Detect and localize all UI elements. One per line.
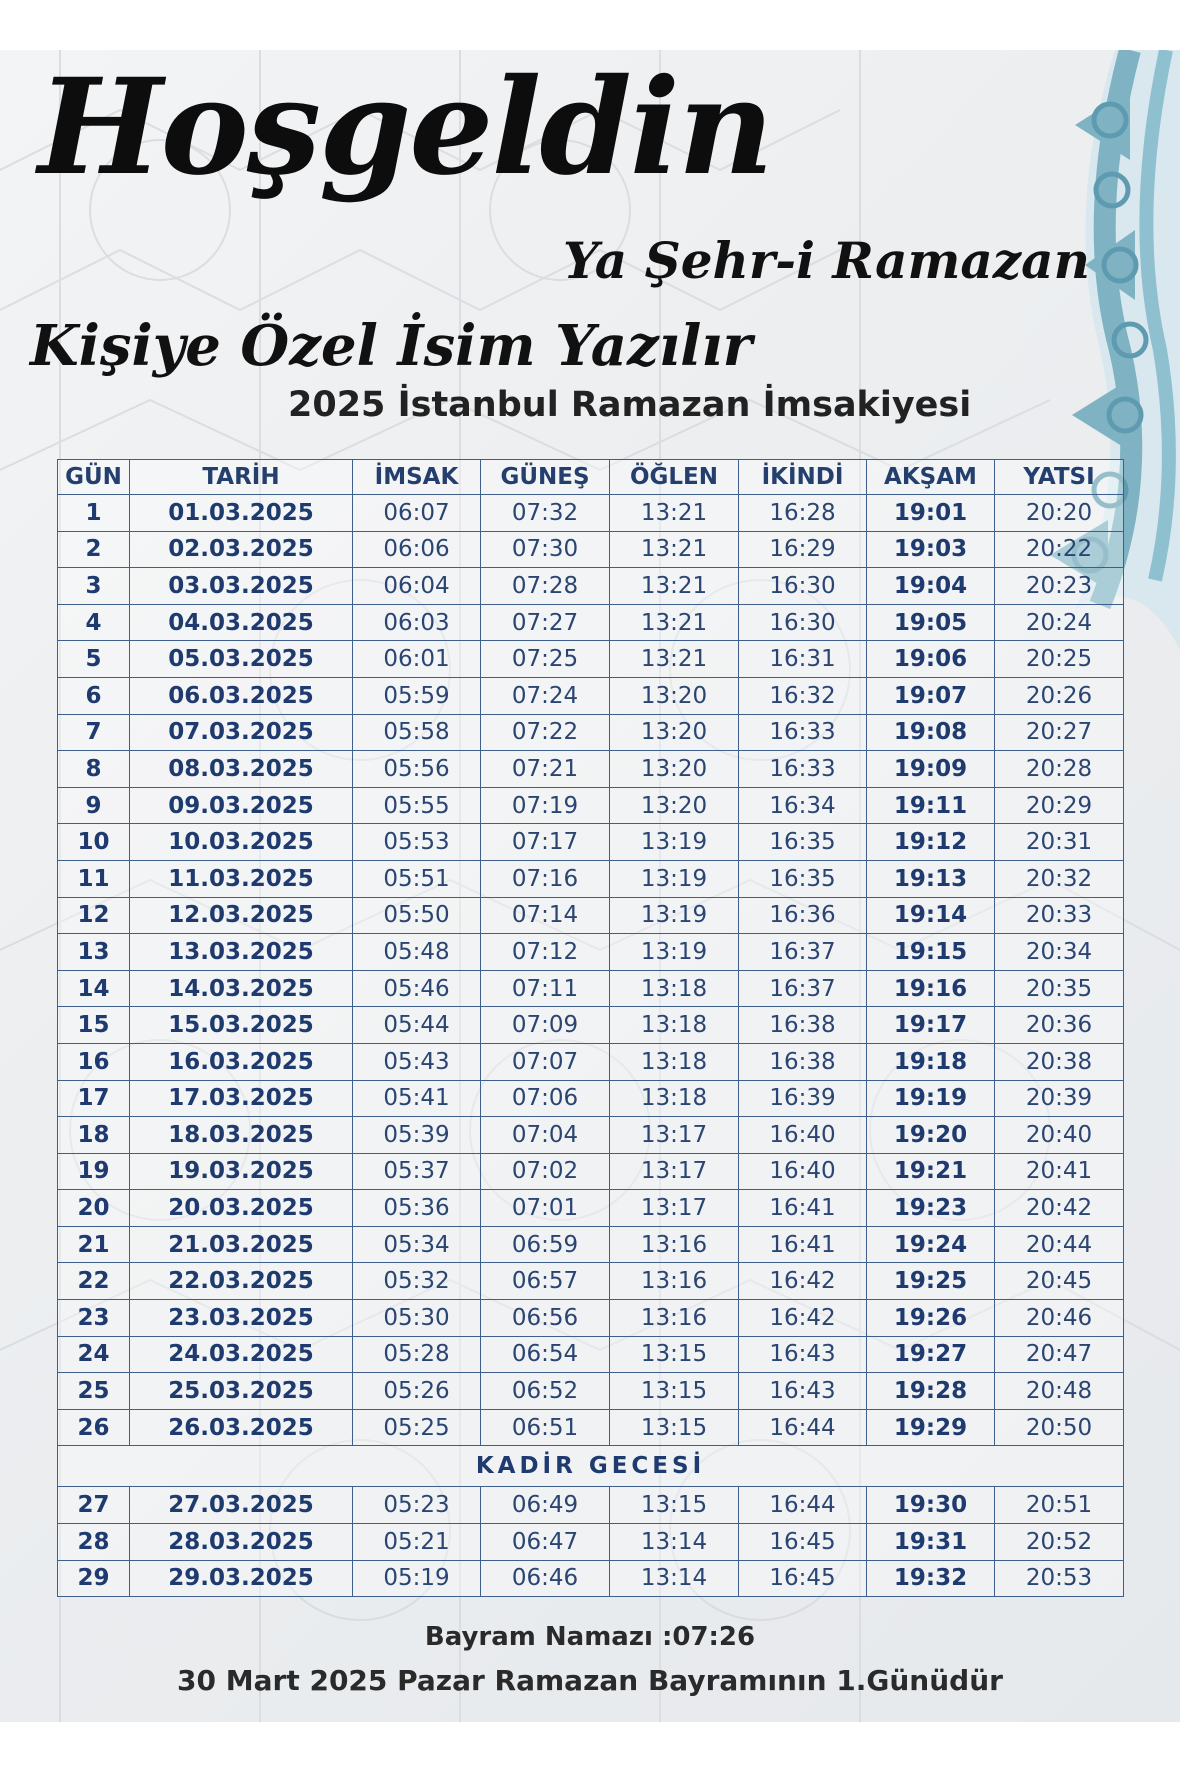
cell-tarih: 05.03.2025 — [130, 641, 353, 678]
cell-aksam: 19:26 — [867, 1300, 995, 1337]
cell-ikindi: 16:30 — [739, 604, 867, 641]
cell-aksam: 19:31 — [867, 1524, 995, 1561]
table-row — [58, 1226, 1124, 1263]
cell-ikindi: 16:33 — [739, 714, 867, 751]
cell-oglen: 13:20 — [610, 787, 739, 824]
cell-gunes: 06:54 — [481, 1336, 610, 1373]
table-row — [58, 897, 1124, 934]
cell-oglen: 13:17 — [610, 1190, 739, 1227]
imsakiye-card — [0, 50, 1180, 1722]
column-header-yatsi: YATSI — [995, 460, 1124, 495]
cell-gun: 3 — [58, 568, 130, 605]
cell-oglen: 13:15 — [610, 1336, 739, 1373]
cell-ikindi: 16:43 — [739, 1336, 867, 1373]
cell-oglen: 13:19 — [610, 934, 739, 971]
cell-yatsi: 20:23 — [995, 568, 1124, 605]
cell-aksam: 19:03 — [867, 531, 995, 568]
cell-oglen: 13:21 — [610, 495, 739, 532]
cell-aksam: 19:29 — [867, 1409, 995, 1446]
table-row — [58, 677, 1124, 714]
cell-aksam: 19:28 — [867, 1373, 995, 1410]
table-row — [58, 531, 1124, 568]
cell-imsak: 05:46 — [353, 970, 481, 1007]
cell-gun: 10 — [58, 824, 130, 861]
cell-gun: 8 — [58, 751, 130, 788]
cell-aksam: 19:08 — [867, 714, 995, 751]
cell-oglen: 13:15 — [610, 1373, 739, 1410]
cell-ikindi: 16:31 — [739, 641, 867, 678]
cell-gunes: 07:14 — [481, 897, 610, 934]
cell-ikindi: 16:45 — [739, 1560, 867, 1597]
bayram-prayer-time: Bayram Namazı :07:26 — [424, 1622, 756, 1652]
cell-imsak: 05:23 — [353, 1487, 481, 1524]
table-row — [58, 824, 1124, 861]
cell-tarih: 10.03.2025 — [130, 824, 353, 861]
cell-imsak: 05:48 — [353, 934, 481, 971]
cell-oglen: 13:21 — [610, 531, 739, 568]
cell-aksam: 19:07 — [867, 677, 995, 714]
cell-ikindi: 16:30 — [739, 568, 867, 605]
cell-yatsi: 20:41 — [995, 1153, 1124, 1190]
table-row — [58, 1560, 1124, 1597]
cell-oglen: 13:15 — [610, 1487, 739, 1524]
cell-imsak: 05:53 — [353, 824, 481, 861]
cell-oglen: 13:19 — [610, 824, 739, 861]
cell-tarih: 25.03.2025 — [130, 1373, 353, 1410]
cell-oglen: 13:21 — [610, 604, 739, 641]
cell-oglen: 13:20 — [610, 751, 739, 788]
cell-gunes: 07:22 — [481, 714, 610, 751]
table-row — [58, 1153, 1124, 1190]
table-row — [58, 495, 1124, 532]
cell-imsak: 05:32 — [353, 1263, 481, 1300]
column-header-oglen: ÖĞLEN — [610, 460, 739, 495]
table-row — [58, 1487, 1124, 1524]
cell-gunes: 07:27 — [481, 604, 610, 641]
cell-yatsi: 20:47 — [995, 1336, 1124, 1373]
cell-tarih: 15.03.2025 — [130, 1007, 353, 1044]
cell-tarih: 14.03.2025 — [130, 970, 353, 1007]
cell-tarih: 18.03.2025 — [130, 1117, 353, 1154]
cell-tarih: 08.03.2025 — [130, 751, 353, 788]
cell-imsak: 05:26 — [353, 1373, 481, 1410]
cell-yatsi: 20:53 — [995, 1560, 1124, 1597]
table-row — [58, 641, 1124, 678]
cell-gun: 2 — [58, 531, 130, 568]
cell-yatsi: 20:35 — [995, 970, 1124, 1007]
cell-gun: 25 — [58, 1373, 130, 1410]
table-row — [58, 1373, 1124, 1410]
cell-yatsi: 20:25 — [995, 641, 1124, 678]
cell-gun: 18 — [58, 1117, 130, 1154]
cell-ikindi: 16:33 — [739, 751, 867, 788]
cell-yatsi: 20:26 — [995, 677, 1124, 714]
table-row — [58, 1263, 1124, 1300]
cell-imsak: 05:36 — [353, 1190, 481, 1227]
cell-imsak: 06:04 — [353, 568, 481, 605]
cell-oglen: 13:16 — [610, 1300, 739, 1337]
personal-name-note: Kişiye Özel İsim Yazılır — [30, 313, 753, 379]
cell-gunes: 06:57 — [481, 1263, 610, 1300]
cell-gun: 27 — [58, 1487, 130, 1524]
cell-oglen: 13:17 — [610, 1117, 739, 1154]
cell-ikindi: 16:38 — [739, 1007, 867, 1044]
cell-aksam: 19:23 — [867, 1190, 995, 1227]
cell-aksam: 19:04 — [867, 568, 995, 605]
cell-gunes: 06:52 — [481, 1373, 610, 1410]
cell-yatsi: 20:39 — [995, 1080, 1124, 1117]
table-row — [58, 714, 1124, 751]
cell-imsak: 05:59 — [353, 677, 481, 714]
cell-gunes: 07:01 — [481, 1190, 610, 1227]
cell-tarih: 26.03.2025 — [130, 1409, 353, 1446]
imsakiye-table — [57, 459, 1124, 1597]
cell-gunes: 06:49 — [481, 1487, 610, 1524]
cell-ikindi: 16:44 — [739, 1409, 867, 1446]
cell-aksam: 19:18 — [867, 1043, 995, 1080]
cell-aksam: 19:21 — [867, 1153, 995, 1190]
cell-ikindi: 16:40 — [739, 1117, 867, 1154]
cell-gunes: 07:30 — [481, 531, 610, 568]
cell-aksam: 19:12 — [867, 824, 995, 861]
cell-imsak: 05:58 — [353, 714, 481, 751]
table-row — [58, 934, 1124, 971]
cell-imsak: 05:28 — [353, 1336, 481, 1373]
cell-tarih: 23.03.2025 — [130, 1300, 353, 1337]
bayram-note: 30 Mart 2025 Pazar Ramazan Bayramının 1.Günüdür — [177, 1664, 1003, 1697]
cell-yatsi: 20:52 — [995, 1524, 1124, 1561]
table-row — [58, 1524, 1124, 1561]
cell-gun: 12 — [58, 897, 130, 934]
cell-tarih: 19.03.2025 — [130, 1153, 353, 1190]
cell-ikindi: 16:37 — [739, 970, 867, 1007]
cell-oglen: 13:18 — [610, 970, 739, 1007]
cell-tarih: 28.03.2025 — [130, 1524, 353, 1561]
cell-tarih: 09.03.2025 — [130, 787, 353, 824]
cell-tarih: 03.03.2025 — [130, 568, 353, 605]
cell-gunes: 07:24 — [481, 677, 610, 714]
cell-imsak: 05:43 — [353, 1043, 481, 1080]
cell-oglen: 13:18 — [610, 1080, 739, 1117]
cell-gun: 19 — [58, 1153, 130, 1190]
cell-imsak: 06:01 — [353, 641, 481, 678]
cell-gunes: 07:04 — [481, 1117, 610, 1154]
cell-imsak: 05:51 — [353, 860, 481, 897]
cell-gun: 14 — [58, 970, 130, 1007]
cell-gunes: 07:06 — [481, 1080, 610, 1117]
cell-gun: 15 — [58, 1007, 130, 1044]
cell-oglen: 13:20 — [610, 677, 739, 714]
cell-gunes: 07:02 — [481, 1153, 610, 1190]
cell-gunes: 06:47 — [481, 1524, 610, 1561]
column-header-tarih: TARİH — [130, 460, 353, 495]
cell-yatsi: 20:38 — [995, 1043, 1124, 1080]
cell-imsak: 05:21 — [353, 1524, 481, 1561]
cell-yatsi: 20:46 — [995, 1300, 1124, 1337]
table-row — [58, 568, 1124, 605]
table-row — [58, 751, 1124, 788]
cell-oglen: 13:21 — [610, 568, 739, 605]
cell-yatsi: 20:36 — [995, 1007, 1124, 1044]
cell-imsak: 06:03 — [353, 604, 481, 641]
cell-imsak: 05:39 — [353, 1117, 481, 1154]
cell-ikindi: 16:45 — [739, 1524, 867, 1561]
ramadan-subtitle: Ya Şehr-i Ramazan — [563, 231, 1090, 290]
cell-gun: 20 — [58, 1190, 130, 1227]
cell-gunes: 07:12 — [481, 934, 610, 971]
cell-yatsi: 20:22 — [995, 531, 1124, 568]
cell-tarih: 17.03.2025 — [130, 1080, 353, 1117]
cell-aksam: 19:27 — [867, 1336, 995, 1373]
column-header-gunes: GÜNEŞ — [481, 460, 610, 495]
cell-tarih: 01.03.2025 — [130, 495, 353, 532]
cell-imsak: 06:06 — [353, 531, 481, 568]
cell-gunes: 07:09 — [481, 1007, 610, 1044]
cell-gun: 9 — [58, 787, 130, 824]
cell-imsak: 05:56 — [353, 751, 481, 788]
cell-gun: 22 — [58, 1263, 130, 1300]
cell-aksam: 19:20 — [867, 1117, 995, 1154]
table-row — [58, 1080, 1124, 1117]
cell-aksam: 19:24 — [867, 1226, 995, 1263]
cell-imsak: 05:41 — [353, 1080, 481, 1117]
cell-ikindi: 16:35 — [739, 824, 867, 861]
cell-yatsi: 20:29 — [995, 787, 1124, 824]
kadir-gecesi-label: KADİR GECESİ — [58, 1446, 1124, 1487]
cell-gunes: 06:51 — [481, 1409, 610, 1446]
table-row — [58, 1336, 1124, 1373]
cell-tarih: 20.03.2025 — [130, 1190, 353, 1227]
cell-ikindi: 16:42 — [739, 1263, 867, 1300]
table-row — [58, 1300, 1124, 1337]
column-header-ikindi: İKİNDİ — [739, 460, 867, 495]
cell-tarih: 07.03.2025 — [130, 714, 353, 751]
cell-gunes: 07:25 — [481, 641, 610, 678]
cell-tarih: 21.03.2025 — [130, 1226, 353, 1263]
cell-imsak: 06:07 — [353, 495, 481, 532]
cell-tarih: 22.03.2025 — [130, 1263, 353, 1300]
cell-imsak: 05:55 — [353, 787, 481, 824]
table-row — [58, 860, 1124, 897]
cell-gun: 28 — [58, 1524, 130, 1561]
cell-gun: 4 — [58, 604, 130, 641]
table-row — [58, 1190, 1124, 1227]
cell-gunes: 07:07 — [481, 1043, 610, 1080]
table-header-row — [58, 460, 1124, 495]
cell-yatsi: 20:45 — [995, 1263, 1124, 1300]
cell-imsak: 05:50 — [353, 897, 481, 934]
cell-imsak: 05:34 — [353, 1226, 481, 1263]
table-row — [58, 787, 1124, 824]
cell-oglen: 13:20 — [610, 714, 739, 751]
cell-gunes: 07:17 — [481, 824, 610, 861]
cell-oglen: 13:14 — [610, 1560, 739, 1597]
cell-oglen: 13:19 — [610, 860, 739, 897]
cell-yatsi: 20:48 — [995, 1373, 1124, 1410]
cell-ikindi: 16:43 — [739, 1373, 867, 1410]
cell-gun: 5 — [58, 641, 130, 678]
cell-imsak: 05:19 — [353, 1560, 481, 1597]
cell-gun: 23 — [58, 1300, 130, 1337]
cell-yatsi: 20:27 — [995, 714, 1124, 751]
cell-ikindi: 16:38 — [739, 1043, 867, 1080]
cell-gun: 1 — [58, 495, 130, 532]
cell-gun: 21 — [58, 1226, 130, 1263]
column-header-imsak: İMSAK — [353, 460, 481, 495]
cell-aksam: 19:32 — [867, 1560, 995, 1597]
cell-gun: 16 — [58, 1043, 130, 1080]
cell-tarih: 02.03.2025 — [130, 531, 353, 568]
cell-aksam: 19:25 — [867, 1263, 995, 1300]
cell-oglen: 13:17 — [610, 1153, 739, 1190]
cell-aksam: 19:06 — [867, 641, 995, 678]
cell-tarih: 11.03.2025 — [130, 860, 353, 897]
cell-oglen: 13:18 — [610, 1007, 739, 1044]
cell-gun: 13 — [58, 934, 130, 971]
cell-oglen: 13:16 — [610, 1226, 739, 1263]
cell-yatsi: 20:42 — [995, 1190, 1124, 1227]
cell-oglen: 13:14 — [610, 1524, 739, 1561]
cell-gun: 6 — [58, 677, 130, 714]
table-row — [58, 1117, 1124, 1154]
cell-gun: 24 — [58, 1336, 130, 1373]
cell-aksam: 19:17 — [867, 1007, 995, 1044]
cell-aksam: 19:01 — [867, 495, 995, 532]
cell-oglen: 13:18 — [610, 1043, 739, 1080]
cell-tarih: 04.03.2025 — [130, 604, 353, 641]
column-header-aksam: AKŞAM — [867, 460, 995, 495]
cell-aksam: 19:30 — [867, 1487, 995, 1524]
cell-ikindi: 16:40 — [739, 1153, 867, 1190]
cell-oglen: 13:16 — [610, 1263, 739, 1300]
cell-gun: 7 — [58, 714, 130, 751]
cell-imsak: 05:30 — [353, 1300, 481, 1337]
cell-ikindi: 16:41 — [739, 1190, 867, 1227]
cell-oglen: 13:21 — [610, 641, 739, 678]
cell-gunes: 07:11 — [481, 970, 610, 1007]
cell-ikindi: 16:41 — [739, 1226, 867, 1263]
kadir-gecesi-row — [58, 1446, 1124, 1487]
cell-gunes: 06:59 — [481, 1226, 610, 1263]
cell-yatsi: 20:33 — [995, 897, 1124, 934]
cell-yatsi: 20:44 — [995, 1226, 1124, 1263]
cell-gunes: 07:32 — [481, 495, 610, 532]
cell-ikindi: 16:39 — [739, 1080, 867, 1117]
cell-gunes: 06:46 — [481, 1560, 610, 1597]
cell-ikindi: 16:42 — [739, 1300, 867, 1337]
cell-ikindi: 16:35 — [739, 860, 867, 897]
cell-gunes: 07:28 — [481, 568, 610, 605]
cell-gunes: 06:56 — [481, 1300, 610, 1337]
cell-yatsi: 20:40 — [995, 1117, 1124, 1154]
cell-aksam: 19:13 — [867, 860, 995, 897]
cell-yatsi: 20:50 — [995, 1409, 1124, 1446]
cell-tarih: 29.03.2025 — [130, 1560, 353, 1597]
cell-gunes: 07:19 — [481, 787, 610, 824]
table-row — [58, 604, 1124, 641]
cell-yatsi: 20:20 — [995, 495, 1124, 532]
greeting-title: Hoşgeldin — [38, 50, 772, 205]
cell-yatsi: 20:51 — [995, 1487, 1124, 1524]
cell-tarih: 06.03.2025 — [130, 677, 353, 714]
cell-ikindi: 16:34 — [739, 787, 867, 824]
cell-tarih: 16.03.2025 — [130, 1043, 353, 1080]
cell-aksam: 19:15 — [867, 934, 995, 971]
cell-yatsi: 20:32 — [995, 860, 1124, 897]
cell-aksam: 19:16 — [867, 970, 995, 1007]
cell-ikindi: 16:36 — [739, 897, 867, 934]
cell-yatsi: 20:24 — [995, 604, 1124, 641]
cell-gun: 29 — [58, 1560, 130, 1597]
cell-ikindi: 16:28 — [739, 495, 867, 532]
cell-yatsi: 20:28 — [995, 751, 1124, 788]
cell-yatsi: 20:31 — [995, 824, 1124, 861]
cell-gunes: 07:21 — [481, 751, 610, 788]
table-row — [58, 1043, 1124, 1080]
cell-gun: 26 — [58, 1409, 130, 1446]
cell-ikindi: 16:32 — [739, 677, 867, 714]
cell-ikindi: 16:29 — [739, 531, 867, 568]
table-row — [58, 1409, 1124, 1446]
cell-ikindi: 16:37 — [739, 934, 867, 971]
cell-imsak: 05:44 — [353, 1007, 481, 1044]
cell-ikindi: 16:44 — [739, 1487, 867, 1524]
table-row — [58, 970, 1124, 1007]
cell-aksam: 19:05 — [867, 604, 995, 641]
cell-imsak: 05:37 — [353, 1153, 481, 1190]
cell-tarih: 24.03.2025 — [130, 1336, 353, 1373]
cell-yatsi: 20:34 — [995, 934, 1124, 971]
cell-aksam: 19:11 — [867, 787, 995, 824]
cell-aksam: 19:19 — [867, 1080, 995, 1117]
cell-gun: 11 — [58, 860, 130, 897]
table-row — [58, 1007, 1124, 1044]
page-title: 2025 İstanbul Ramazan İmsakiyesi — [288, 385, 972, 425]
cell-aksam: 19:09 — [867, 751, 995, 788]
cell-aksam: 19:14 — [867, 897, 995, 934]
cell-oglen: 13:19 — [610, 897, 739, 934]
cell-imsak: 05:25 — [353, 1409, 481, 1446]
cell-gunes: 07:16 — [481, 860, 610, 897]
cell-tarih: 27.03.2025 — [130, 1487, 353, 1524]
cell-oglen: 13:15 — [610, 1409, 739, 1446]
cell-tarih: 12.03.2025 — [130, 897, 353, 934]
cell-tarih: 13.03.2025 — [130, 934, 353, 971]
cell-gun: 17 — [58, 1080, 130, 1117]
column-header-gun: GÜN — [58, 460, 130, 495]
